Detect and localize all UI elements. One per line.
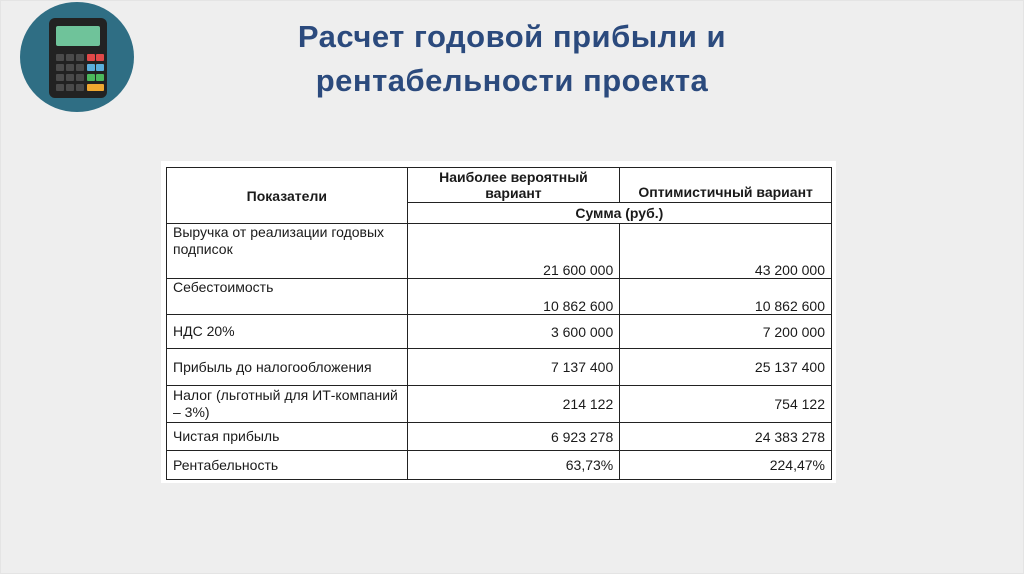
title-line-1: Расчет годовой прибыли и [297, 19, 727, 54]
row-likely: 3 600 000 [407, 315, 620, 349]
row-optimistic: 754 122 [620, 386, 832, 423]
row-label: Налог (льготный для ИТ-компаний – 3%) [167, 386, 408, 423]
key-icon [87, 84, 104, 91]
table-row [167, 349, 832, 386]
key-icon [87, 64, 95, 71]
header-sum: Сумма (руб.) [407, 203, 831, 224]
row-likely: 7 137 400 [407, 349, 620, 386]
key-icon [66, 64, 74, 71]
row-optimistic: 43 200 000 [620, 224, 832, 279]
row-label: НДС 20% [167, 315, 408, 349]
key-icon [76, 74, 84, 81]
title-line-2: рентабельности проекта [315, 63, 709, 98]
row-label: Рентабельность [167, 451, 408, 480]
profit-table [166, 167, 832, 480]
calculator-screen [56, 26, 100, 46]
key-icon [56, 74, 64, 81]
row-likely: 63,73% [407, 451, 620, 480]
row-likely: 6 923 278 [407, 423, 620, 451]
row-label: Прибыль до налогообложения [167, 349, 408, 386]
key-icon [96, 74, 104, 81]
table-row [167, 451, 832, 480]
key-icon [87, 74, 95, 81]
table-row [167, 279, 832, 315]
key-icon [76, 84, 84, 91]
calculator-icon [49, 18, 107, 98]
row-likely: 21 600 000 [407, 224, 620, 279]
key-icon [66, 74, 74, 81]
key-icon [87, 54, 95, 61]
row-label: Себестоимость [167, 279, 408, 315]
table-row [167, 315, 832, 349]
row-label: Чистая прибыль [167, 423, 408, 451]
key-icon [76, 64, 84, 71]
table-row [167, 423, 832, 451]
key-icon [56, 64, 64, 71]
row-optimistic: 25 137 400 [620, 349, 832, 386]
row-likely: 10 862 600 [407, 279, 620, 315]
key-icon [76, 54, 84, 61]
header-optimistic: Оптимистичный вариант [620, 168, 832, 203]
row-optimistic: 10 862 600 [620, 279, 832, 315]
logo [20, 2, 134, 112]
table-row [167, 386, 832, 423]
key-icon [66, 84, 74, 91]
row-optimistic: 7 200 000 [620, 315, 832, 349]
key-icon [56, 84, 64, 91]
table-row [167, 224, 832, 279]
row-likely: 214 122 [407, 386, 620, 423]
page-title [200, 15, 824, 103]
header-indicators: Показатели [167, 168, 408, 224]
key-icon [96, 54, 104, 61]
row-label: Выручка от реализации годовых подписок [167, 224, 408, 279]
key-icon [56, 54, 64, 61]
row-optimistic: 24 383 278 [620, 423, 832, 451]
row-optimistic: 224,47% [620, 451, 832, 480]
key-icon [96, 64, 104, 71]
key-icon [66, 54, 74, 61]
header-likely: Наиболее вероятный вариант [407, 168, 620, 203]
